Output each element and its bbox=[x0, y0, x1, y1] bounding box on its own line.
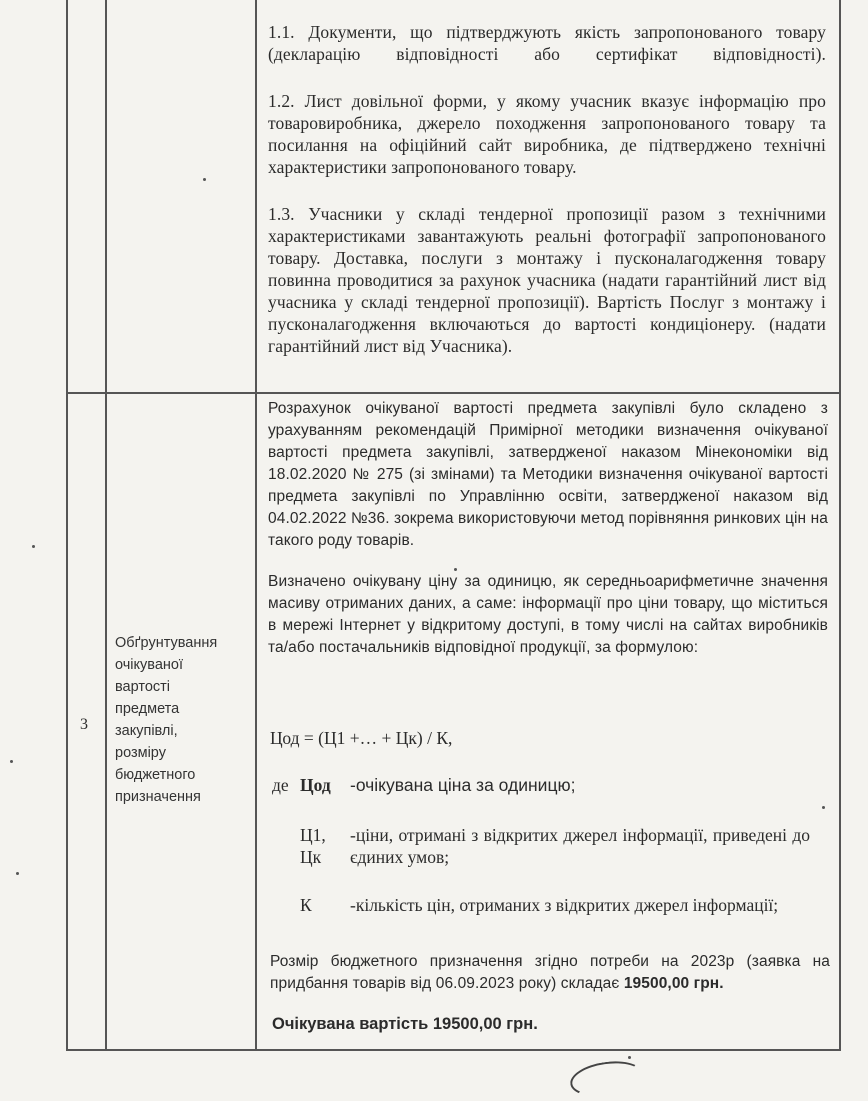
expected-value-total: Очікувана вартість 19500,00 грн. bbox=[272, 1015, 538, 1033]
definition-expected-unit-price: -очікувана ціна за одиницю; bbox=[350, 775, 576, 795]
scan-speck bbox=[203, 178, 206, 181]
price-formula: Цод = (Ц1 +… + Цк) / К, bbox=[270, 728, 453, 748]
scan-speck bbox=[822, 806, 825, 809]
table-column-divider-2 bbox=[255, 0, 257, 1050]
requirement-1-2: 1.2. Лист довільної форми, у якому учасник вказує інформацію про товаровиробника, джерело походження запропонованого товару та посилання на офіційний сайт виробника, де підтверджено технічні характеристики запропонованого товару. bbox=[268, 91, 826, 177]
budget-allocation-text: Розмір бюджетного призначення згідно потреби на 2023р (заявка на придбання товарів від 06.09.2023 року) складає bbox=[270, 953, 830, 992]
budget-allocation-amount: 19500,00 грн. bbox=[623, 975, 724, 992]
symbol-price-1: Ц1, bbox=[300, 825, 326, 845]
row-label-line: очікуваної bbox=[115, 657, 183, 673]
row-label-line: закупівлі, bbox=[115, 723, 178, 739]
table-bottom-border bbox=[66, 1049, 841, 1051]
row-label-line: предмета bbox=[115, 701, 180, 717]
row-label-line: бюджетного bbox=[115, 767, 196, 783]
requirement-1-1: 1.1. Документи, що підтверджують якість запропонованого товару (декларацію відповідності або сертифікат відповідності). bbox=[268, 22, 826, 64]
definition-count: -кількість цін, отриманих з відкритих джерел інформації; bbox=[350, 895, 779, 915]
scan-speck bbox=[16, 872, 19, 875]
scan-speck bbox=[10, 760, 13, 763]
row-label-line: розміру bbox=[115, 745, 166, 761]
signature-mark bbox=[568, 1057, 646, 1101]
scan-speck bbox=[628, 1056, 631, 1059]
row-label-line: призначення bbox=[115, 789, 201, 805]
definition-prefix: де bbox=[272, 775, 289, 795]
row-divider bbox=[66, 392, 841, 394]
table-left-border bbox=[66, 0, 68, 1050]
symbol-count: К bbox=[300, 895, 312, 915]
row-label-line: Обґрунтування bbox=[115, 635, 218, 651]
symbol-price-k: Цк bbox=[300, 847, 322, 867]
row-label-line: вартості bbox=[115, 679, 171, 695]
table-column-divider-1 bbox=[105, 0, 107, 1050]
requirement-1-3: 1.3. Учасники у складі тендерної пропозиції разом з технічними характеристиками завантажують реальні фотографії запропонованого товару. Доставка, послуги з монтажу і пусконалагодження товару повинна проводитися за рахунок учасника (надати гарантійний лист від учасника у складі тендерної пропозиції). Вартість Послуг з монтажу і пусконалагодження включаються до вартості кондиціонеру. (надати гарантійний лист від Учасника). bbox=[268, 204, 826, 356]
unit-price-paragraph: Визначено очікувану ціну за одиницю, як середньоарифметичне значення масиву отриманих даних, а саме: інформації про ціни товару, що міститься в мережі Інтернет у відкритому доступі, в тому числі на сайтах виробників та/або постачальників відповідної продукції, за формулою: bbox=[268, 573, 828, 656]
row-number: 3 bbox=[80, 716, 88, 733]
row-label bbox=[115, 632, 245, 808]
calculation-basis-paragraph: Розрахунок очікуваної вартості предмета закупівлі було складено з урахуванням рекомендацій Примірної методики визначення очікуваної вартості предмета закупівлі, затвердженої наказом Мінекономіки від 18.02.2020 № 275 (зі змінами) та Методики визначення очікуваної вартості предмета закупівлі по Управлінню освіти, затвердженої наказом від 04.02.2022 №36. зокрема використовуючи метод порівняння ринкових цін на такого роду товарів. bbox=[268, 400, 828, 549]
scan-speck bbox=[32, 545, 35, 548]
table-right-border bbox=[839, 0, 841, 1050]
definition-prices: -ціни, отримані з відкритих джерел інформації, приведені до єдиних умов; bbox=[350, 825, 810, 867]
symbol-expected-unit-price: Цод bbox=[300, 775, 331, 795]
scan-speck bbox=[454, 568, 457, 571]
budget-allocation-paragraph bbox=[270, 951, 830, 995]
